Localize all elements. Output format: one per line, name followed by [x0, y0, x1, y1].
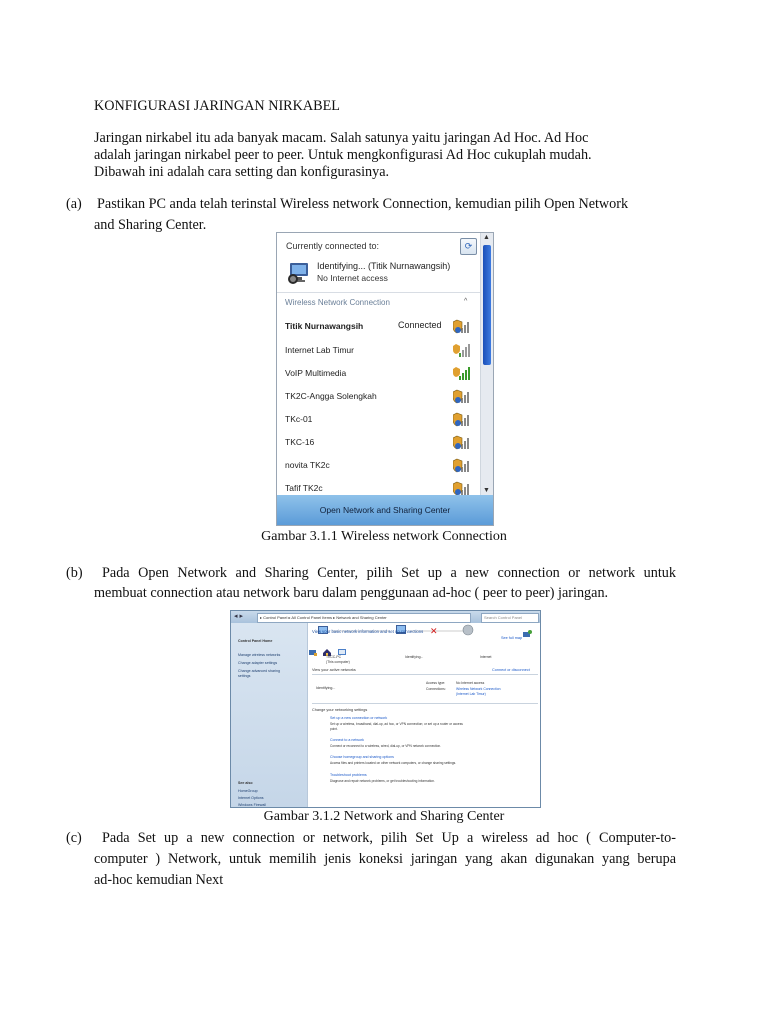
- address-path[interactable]: ▸ Control Panel ▸ All Control Panel Items ▸ Network and Sharing Center: [257, 613, 471, 623]
- see-full-map-link[interactable]: See full map: [501, 636, 523, 640]
- step-a-marker: (a): [66, 196, 82, 212]
- current-network-status: No Internet access: [317, 273, 388, 283]
- step-a-line-2: and Sharing Center.: [94, 217, 207, 233]
- network-sharing-center-window: [230, 610, 541, 808]
- intro-line-1: Jaringan nirkabel itu ada banyak macam. Salah satunya yaitu jaringan Ad Hoc. Ad Hoc: [94, 130, 589, 146]
- connections-sub: (Internet Lab Timur): [456, 692, 486, 696]
- network-status: Connected: [398, 320, 442, 330]
- network-row[interactable]: [285, 389, 471, 405]
- address-bar: [231, 611, 540, 623]
- connections-link[interactable]: Wireless Network Connection: [456, 687, 501, 691]
- currently-connected-label: Currently connected to:: [286, 241, 380, 251]
- network-name: TKc-01: [285, 414, 313, 424]
- sidebar-link[interactable]: Manage wireless networks: [238, 653, 281, 657]
- connect-network-icon: [308, 648, 318, 657]
- refresh-icon[interactable]: ⟳: [460, 238, 477, 255]
- intro-line-3: Dibawah ini adalah cara setting dan konfigurasinya.: [94, 164, 390, 180]
- svg-text:✕: ✕: [430, 626, 438, 636]
- active-networks-title: View your active networks: [312, 668, 356, 672]
- map-pc-label: TKCC-PC: [326, 655, 342, 659]
- caption-figure-1: Gambar 3.1.1 Wireless network Connection: [261, 529, 507, 544]
- sidebar-link[interactable]: Change advanced sharing: [238, 669, 280, 673]
- access-type-value: No Internet access: [456, 681, 485, 685]
- network-name: TKC-16: [285, 437, 315, 447]
- step-c-line-3: ad-hoc kemudian Next: [94, 872, 224, 888]
- see-also-label: See also: [238, 781, 253, 785]
- caption-figure-2: Gambar 3.1.2 Network and Sharing Center: [263, 809, 505, 824]
- sidebar-link[interactable]: Internet Options: [238, 796, 264, 800]
- divider: [277, 292, 480, 293]
- map-net-label: Identifying...: [405, 655, 424, 659]
- divider: [312, 703, 538, 704]
- divider: [312, 674, 538, 675]
- sidebar-link[interactable]: Windows Firewall: [238, 803, 266, 807]
- section-header: Wireless Network Connection: [285, 298, 390, 307]
- sidebar-home-link[interactable]: Control Panel Home: [238, 639, 273, 643]
- connect-disconnect-link[interactable]: Connect or disconnect: [492, 668, 530, 672]
- access-type-label: Access type:: [426, 681, 446, 685]
- step-b-line-1: Pada Open Network and Sharing Center, pilih Set up a new connection or network untuk: [102, 565, 676, 581]
- wireless-connection-popup: [276, 232, 494, 526]
- scrollbar[interactable]: [480, 233, 493, 495]
- network-name: Tafif TK2c: [285, 483, 323, 493]
- homegroup-link[interactable]: Choose homegroup and sharing options: [330, 755, 394, 759]
- intro-line-2: adalah jaringan nirkabel peer to peer. Untuk mengkonfigurasi Ad Hoc cukuplah mudah.: [94, 147, 592, 163]
- task-description: Diagnose and repair network problems, or get troubleshooting information.: [330, 779, 435, 783]
- shield-signal-icon: [453, 435, 471, 451]
- scroll-down-icon[interactable]: ▼: [483, 487, 490, 494]
- network-name: Internet Lab Timur: [285, 345, 354, 355]
- shield-signal-icon: [453, 319, 471, 335]
- troubleshoot-link[interactable]: Troubleshoot problems: [330, 773, 367, 777]
- step-b-line-2: membuat connection atau network baru dalam penggunaan ad-hoc ( peer to peer) jaringan.: [94, 585, 609, 601]
- page-heading: View your basic network information and set up connections: [312, 629, 424, 634]
- setup-connection-link[interactable]: Set up a new connection or network: [330, 716, 388, 720]
- map-internet-label: Internet: [480, 655, 492, 659]
- sidebar-link[interactable]: Change adapter settings: [238, 661, 278, 665]
- step-c-marker: (c): [66, 830, 82, 846]
- shield-signal-icon: [453, 389, 471, 405]
- network-row[interactable]: [285, 366, 471, 382]
- shield-signal-icon: [453, 412, 471, 428]
- step-b-marker: (b): [66, 565, 83, 581]
- new-connection-icon: [522, 630, 532, 639]
- map-pc-sub: (This computer): [326, 660, 350, 664]
- network-row[interactable]: [285, 412, 471, 428]
- main-content: [308, 623, 540, 807]
- network-name: novita TK2c: [285, 460, 330, 470]
- connect-network-link[interactable]: Connect to a network: [330, 738, 364, 742]
- change-settings-title: Change your networking settings: [312, 708, 368, 712]
- signal-green-icon: [453, 366, 471, 382]
- collapse-icon[interactable]: ^: [464, 298, 468, 305]
- connections-label: Connections:: [426, 687, 446, 691]
- sidebar-link[interactable]: HomeGroup: [238, 789, 258, 793]
- shield-signal-icon: [453, 458, 471, 474]
- network-row[interactable]: [285, 343, 471, 359]
- step-a-line-1: Pastikan PC anda telah terinstal Wireless network Connection, kemudian pilih Open Network: [97, 196, 629, 212]
- document-title: KONFIGURASI JARINGAN NIRKABEL: [94, 98, 340, 114]
- task-description: Access files and printers located on other network computers, or change sharing settings.: [330, 761, 457, 765]
- signal-icon: [453, 343, 471, 359]
- network-name: Titik Nurnawangsih: [285, 321, 364, 331]
- current-network-name: Identifying... (Titik Nurnawangsih): [317, 261, 451, 271]
- task-description: Connect or reconnect to a wireless, wired, dial-up, or VPN network connection.: [330, 744, 442, 748]
- task-description: Set up a wireless, broadband, dial-up, ad hoc, or VPN connection; or set up a router or access: [330, 722, 463, 726]
- network-name: TK2C-Angga Solengkah: [285, 391, 377, 401]
- network-row[interactable]: [285, 319, 471, 335]
- sidebar-link[interactable]: settings: [238, 674, 251, 678]
- network-name: VoIP Multimedia: [285, 368, 347, 378]
- network-row[interactable]: [285, 435, 471, 451]
- task-description: point.: [330, 727, 338, 731]
- scroll-up-icon[interactable]: ▲: [483, 234, 490, 241]
- scroll-thumb[interactable]: [483, 245, 491, 365]
- back-forward-icon[interactable]: ◂ ▸: [234, 613, 243, 620]
- step-c-line-1: Pada Set up a new connection or network, pilih Set Up a wireless ad hoc ( Computer-to-: [102, 830, 676, 846]
- active-network-name: Identifying...: [316, 686, 336, 690]
- network-computer-icon: [287, 261, 313, 285]
- open-network-sharing-center-button[interactable]: Open Network and Sharing Center: [277, 495, 493, 525]
- search-input[interactable]: Search Control Panel: [481, 613, 539, 623]
- sidebar: [231, 623, 308, 807]
- network-row[interactable]: [285, 458, 471, 474]
- step-c-line-2: computer ) Network, untuk memilih jenis koneksi jaringan yang akan digunakan yang berupa: [94, 851, 676, 867]
